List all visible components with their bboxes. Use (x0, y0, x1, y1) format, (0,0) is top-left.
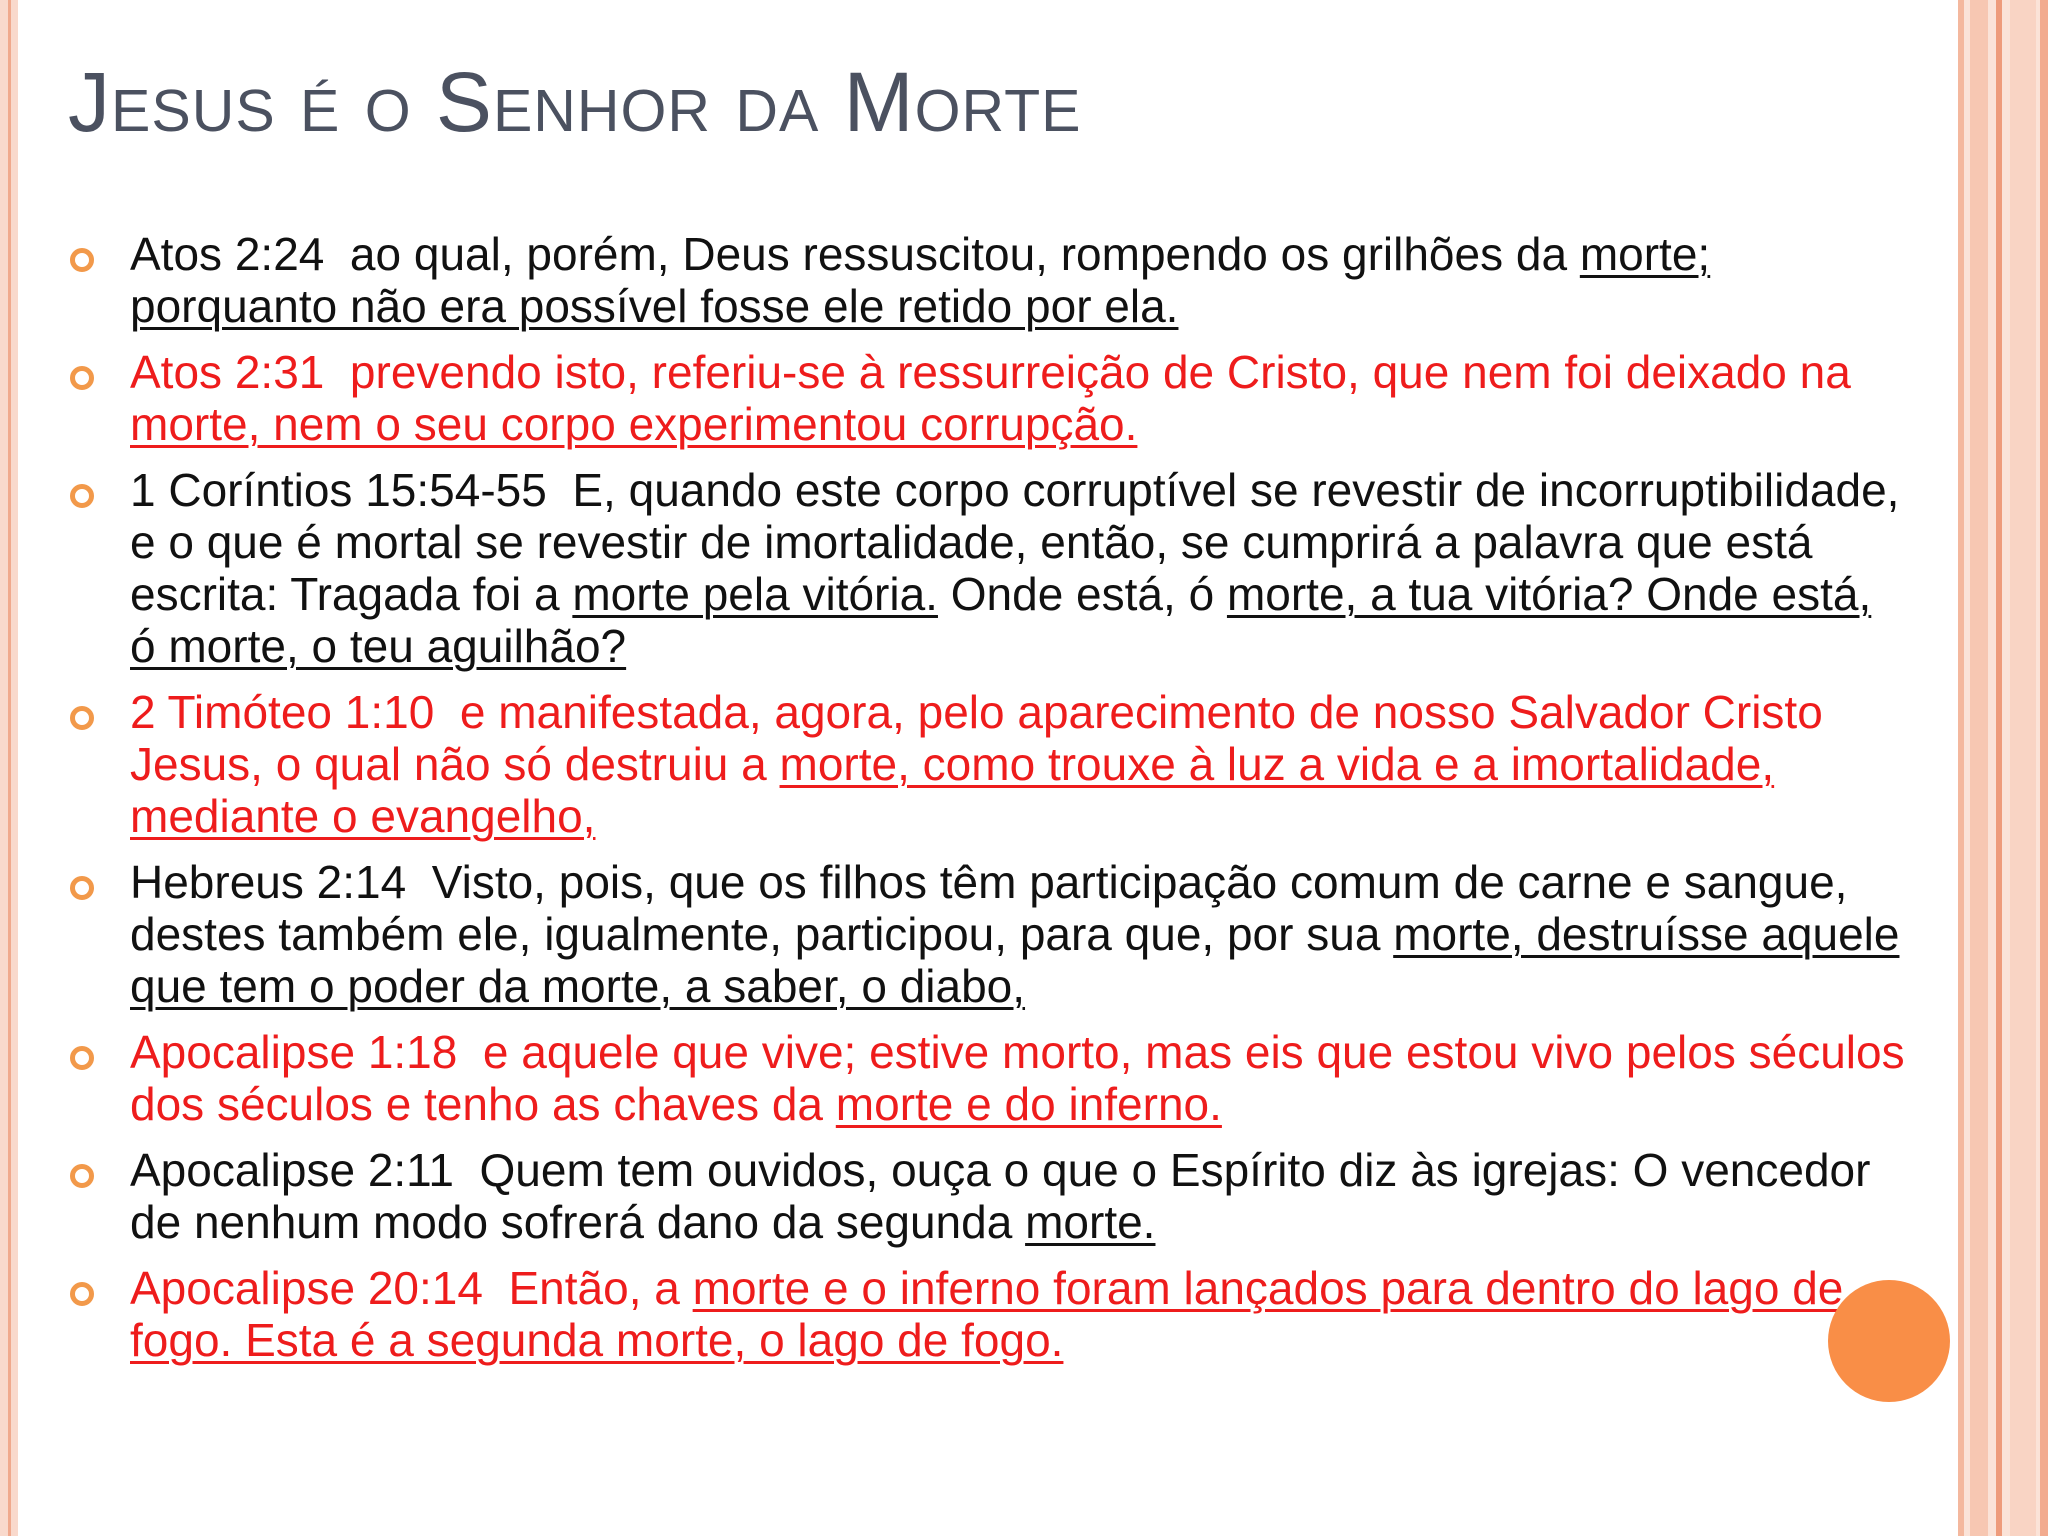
verse-underlined-text-2: morte, a tua vitória? Onde está, ó morte, o teu aguilhão? (130, 568, 1872, 672)
verse-plain-text: e manifestada, agora, pelo aparecimento de nosso Salvador Cristo Jesus, o qual não só destruiu a (130, 686, 1823, 790)
circle-bullet-icon (70, 484, 94, 508)
verse-plain-text: ao qual, porém, Deus ressuscitou, rompendo os grilhões da (349, 228, 1568, 280)
circle-bullet-icon (70, 706, 94, 730)
circle-bullet-icon (70, 1164, 94, 1188)
verse-text (130, 346, 1906, 450)
verse-reference: 2 Timóteo 1:10 (130, 686, 435, 738)
verse-underlined-text: morte e o inferno foram lançados para dentro do lago de fogo. Esta é a segunda morte, o lago de fogo. (130, 1262, 1844, 1366)
verse-plain-text: Então, a (508, 1262, 680, 1314)
verse-item-atos-2-31 (66, 346, 1906, 450)
orange-circle-decoration (1828, 1280, 1950, 1402)
verse-reference: Atos 2:31 (130, 346, 325, 398)
circle-bullet-icon (70, 1046, 94, 1070)
verse-reference: Apocalipse 2:11 (130, 1144, 454, 1196)
verse-reference: Apocalipse 20:14 (130, 1262, 483, 1314)
verse-plain-text: E, quando este corpo corruptível se revestir de incorruptibilidade, e o que é mortal se revestir de imortalidade, então, se cumprirá a palavra que está escrita: Tragada foi a (130, 464, 1900, 620)
verse-reference: Hebreus 2:14 (130, 856, 407, 908)
verse-item-atos-2-24 (66, 228, 1906, 332)
verse-underlined-text: morte, nem o seu corpo experimentou corrupção. (130, 398, 1138, 450)
verse-plain-text: prevendo isto, referiu-se à ressurreição de Cristo, que nem foi deixado na (349, 346, 1851, 398)
verse-plain-text: e aquele que vive; estive morto, mas eis que estou vivo pelos séculos dos séculos e tenho as chaves da (130, 1026, 1905, 1130)
circle-bullet-icon (70, 876, 94, 900)
verse-underlined-text: morte, como trouxe à luz a vida e a imortalidade, mediante o evangelho, (130, 738, 1775, 842)
verse-list (66, 228, 1906, 1380)
verse-item-1-corintios-15-54-55 (66, 464, 1906, 672)
left-border-decoration (0, 0, 18, 1536)
verse-plain-text-2: Onde está, ó (950, 568, 1215, 620)
verse-item-apocalipse-1-18 (66, 1026, 1906, 1130)
verse-text (130, 856, 1906, 1012)
verse-underlined-text: morte e do inferno. (835, 1078, 1222, 1130)
circle-bullet-icon (70, 1282, 94, 1306)
verse-item-apocalipse-20-14 (66, 1262, 1906, 1366)
verse-reference: Atos 2:24 (130, 228, 325, 280)
verse-text (130, 686, 1906, 842)
verse-text (130, 228, 1906, 332)
slide-title: Jesus é o Senhor da Morte (68, 55, 1082, 149)
verse-underlined-text: morte; porquanto não era possível fosse ele retido por ela. (130, 228, 1711, 332)
verse-underlined-text: morte. (1025, 1196, 1156, 1248)
verse-plain-text: Visto, pois, que os filhos têm participação comum de carne e sangue, destes também ele, igualmente, participou, para que, por sua (130, 856, 1848, 960)
verse-reference: Apocalipse 1:18 (130, 1026, 458, 1078)
verse-text (130, 464, 1906, 672)
verse-plain-text: Quem tem ouvidos, ouça o que o Espírito diz às igrejas: O vencedor de nenhum modo sofrerá dano da segunda (130, 1144, 1871, 1248)
verse-underlined-text: morte, destruísse aquele que tem o poder da morte, a saber, o diabo, (130, 908, 1900, 1012)
verse-item-hebreus-2-14 (66, 856, 1906, 1012)
verse-text (130, 1262, 1906, 1366)
verse-item-2-timoteo-1-10 (66, 686, 1906, 842)
verse-text (130, 1026, 1906, 1130)
circle-bullet-icon (70, 248, 94, 272)
verse-reference: 1 Coríntios 15:54-55 (130, 464, 547, 516)
verse-text (130, 1144, 1906, 1248)
verse-underlined-text: morte pela vitória. (572, 568, 938, 620)
circle-bullet-icon (70, 366, 94, 390)
verse-item-apocalipse-2-11 (66, 1144, 1906, 1248)
right-border-decoration (1958, 0, 2048, 1536)
